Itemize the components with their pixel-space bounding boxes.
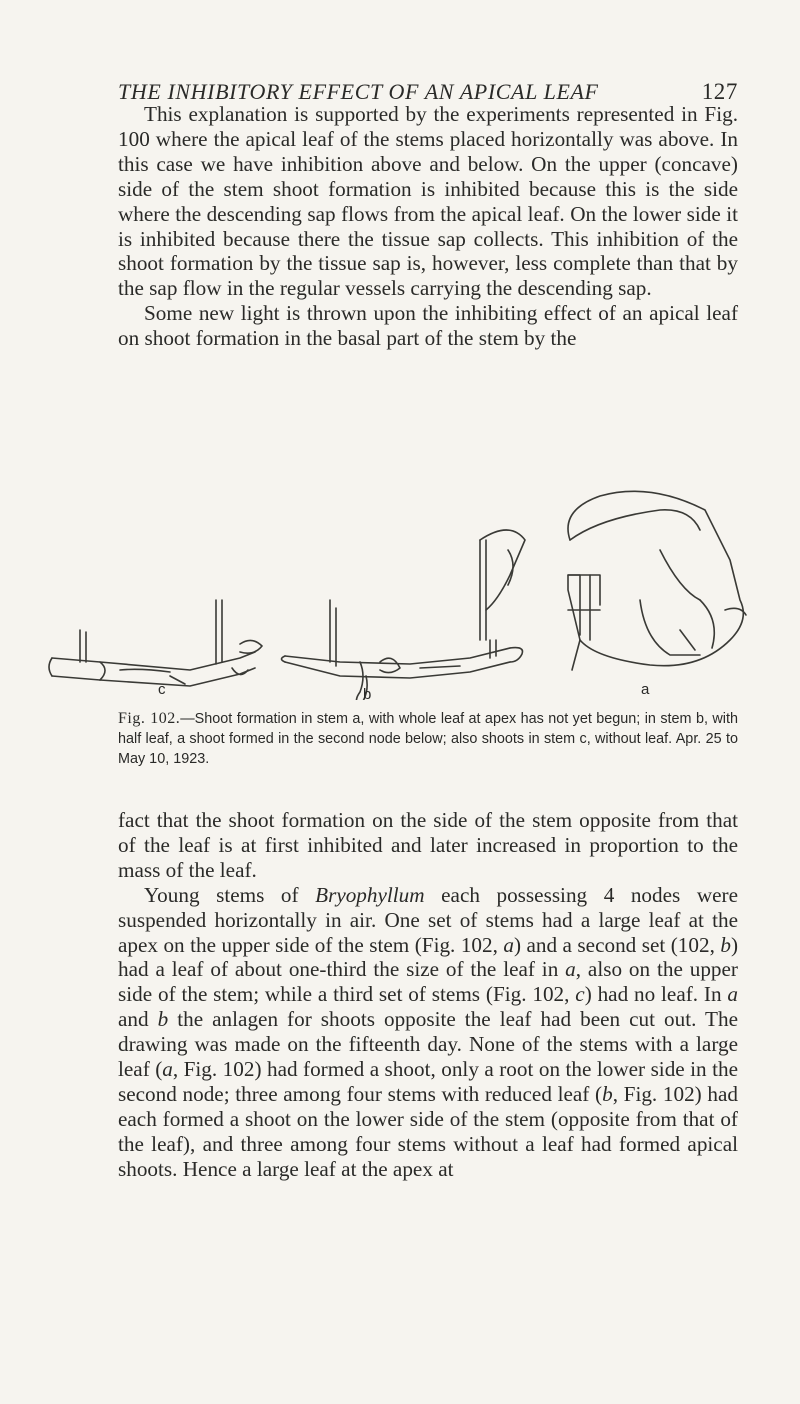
species-name: Bryophyllum xyxy=(315,882,425,907)
caption-lead: Fig. 102. xyxy=(118,710,181,727)
figure-102 xyxy=(40,400,760,703)
paragraph: fact that the shoot formation on the side of the stem opposite from that of the leaf is at first inhibited and later increased in proportion to the mass of the leaf. xyxy=(118,808,738,882)
paragraph: Young stems of Bryophyllum each possessing 4 nodes were suspended horizontally in air. One set of stems had a large leaf at the apex on the upper side of the stem (Fig. 102, a) and a second set (102, b) had a leaf of about one-third the size of the leaf in a, also on the upper side of the stem; while a third set of stems (Fig. 102, c) had no leaf. In a and b the anlagen for shoots opposite the leaf had been cut out. The drawing was made on the fifteenth day. None of the stems with a large leaf (a, Fig. 102) had formed a shoot, only a root on the lower side in the second node; three among four stems with reduced leaf (b, Fig. 102) had each formed a shoot on the lower side of the stem (opposite from that of the leaf), and three among four stems without a leaf had formed apical shoots. Hence a large leaf at the apex at xyxy=(118,882,739,1181)
label-stem-b: b xyxy=(363,686,372,703)
stem-c-drawing xyxy=(49,600,262,686)
paragraph: Some new light is thrown upon the inhibiting effect of an apical leaf on shoot formation in the basal part of the stem by the xyxy=(118,301,738,351)
label-stem-c: c xyxy=(158,681,166,698)
running-head-title: THE INHIBITORY EFFECT OF AN APICAL LEAF xyxy=(118,79,599,104)
caption-text: —Shoot formation in stem a, with whole leaf at apex has not yet begun; in stem b, with half leaf, a shoot formed in the second node below; also shoots in stem c, without leaf. Apr. 25 to May 10, 1923. xyxy=(118,711,738,767)
stem-drawing xyxy=(40,400,760,700)
label-stem-a: a xyxy=(641,681,650,698)
stem-b-drawing xyxy=(282,530,526,700)
text-after-figure xyxy=(118,808,738,1182)
figure-caption xyxy=(118,709,738,769)
text-before-figure xyxy=(118,102,738,351)
page-number: 127 xyxy=(701,79,738,104)
paragraph: This explanation is supported by the experiments represented in Fig. 100 where the apical leaf of the stems placed horizontally was above. In this case we have inhibition above and below. On the upper (concave) side of the stem shoot formation is inhibited because this is the side where the descending sap flows from the apical leaf. On the lower side it is inhibited because there the tissue sap collects. This inhibition of the shoot formation by the tissue sap is, however, less complete than that by the sap flow in the regular vessels carrying the descending sap. xyxy=(118,102,738,301)
stem-a-drawing xyxy=(568,491,746,670)
